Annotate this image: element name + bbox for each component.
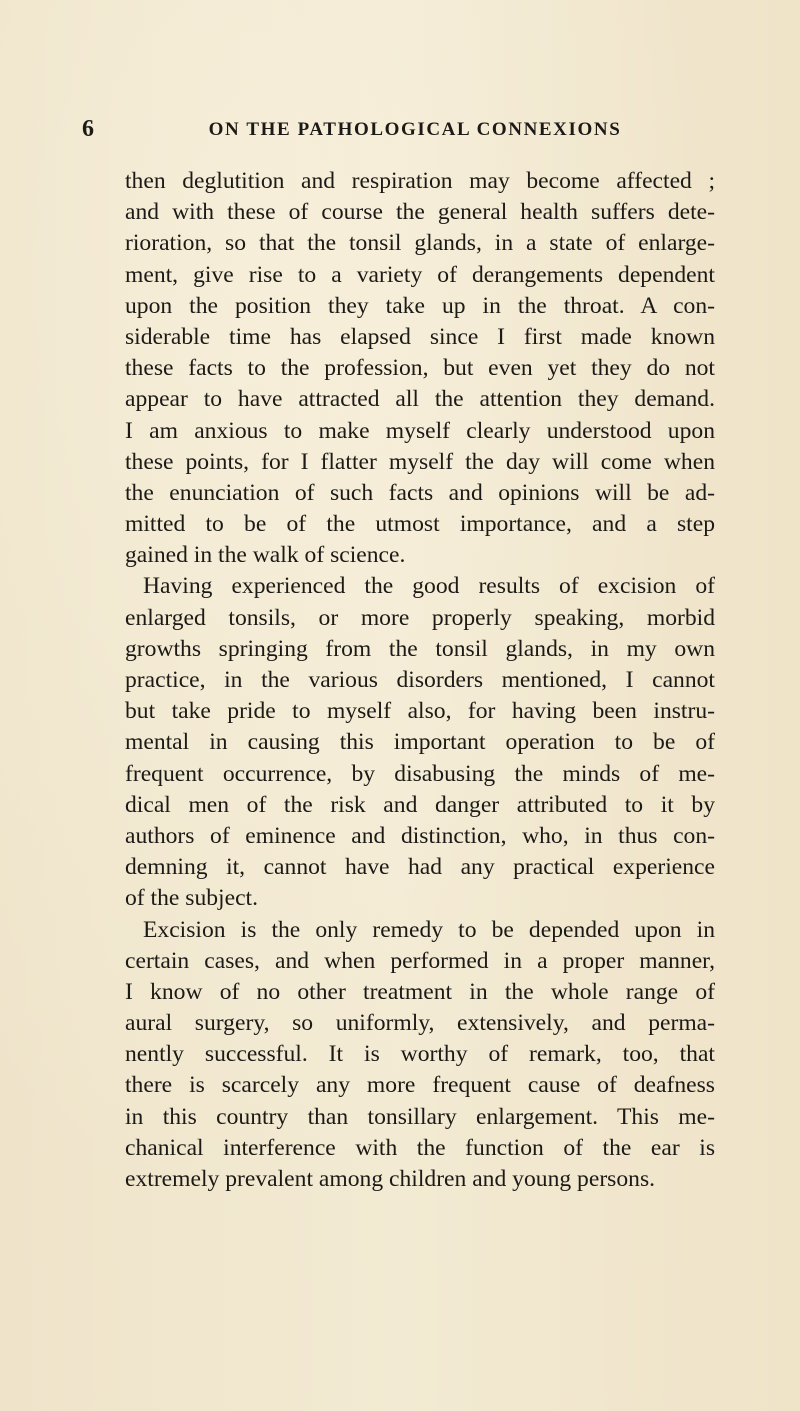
text-line: Excision is the only remedy to be depended upon in	[143, 916, 715, 943]
body-text	[125, 166, 715, 1195]
text-line: mitted to be of the utmost importance, and a step	[125, 511, 715, 538]
text-line: demning it, cannot have had any practical experience	[125, 854, 715, 881]
text-line: frequent occurrence, by disabusing the minds of me-	[125, 760, 715, 787]
text-line: then deglutition and respiration may become affected ;	[125, 168, 715, 194]
text-line: mental in causing this important operation to be of	[125, 729, 715, 756]
text-line: I know of no other treatment in the whole range of	[125, 978, 715, 1005]
text-line: but take pride to myself also, for having been instru-	[125, 698, 715, 725]
text-line: nently successful. It is worthy of remark, too, that	[125, 1041, 715, 1068]
text-line: enlarged tonsils, or more properly speaking, morbid	[125, 604, 715, 631]
text-line: the enunciation of such facts and opinions will be ad-	[125, 479, 715, 506]
text-line: these points, for I flatter myself the day will come when	[125, 448, 715, 475]
text-line: and with these of course the general health suffers dete-	[125, 199, 715, 226]
text-line: certain cases, and when performed in a proper manner,	[125, 947, 715, 974]
text-line: rioration, so that the tonsil glands, in a state of enlarge-	[125, 230, 715, 257]
text-line: in this country than tonsillary enlargement. This me-	[125, 1103, 715, 1130]
text-line: there is scarcely any more frequent cause of deafness	[125, 1072, 715, 1099]
text-line: of the subject.	[125, 885, 259, 912]
text-line: practice, in the various disorders mentioned, I cannot	[125, 667, 715, 693]
text-line: appear to have attracted all the attention they demand.	[125, 386, 715, 413]
text-line: growths springing from the tonsil glands, in my own	[125, 635, 715, 662]
text-line: I am anxious to make myself clearly understood upon	[125, 417, 715, 444]
text-line: aural surgery, so uniformly, extensively, and perma-	[125, 1010, 715, 1037]
text-line: authors of eminence and distinction, who, in thus con-	[125, 822, 715, 849]
text-line: dical men of the risk and danger attributed to it by	[125, 791, 715, 818]
page-header	[82, 114, 712, 144]
text-line: gained in the walk of science.	[125, 542, 406, 569]
running-title: ON THE PATHOLOGICAL CONNEXIONS	[208, 119, 622, 140]
text-line: Having experienced the good results of excision of	[143, 573, 715, 600]
text-line: extremely prevalent among children and young persons.	[125, 1166, 656, 1192]
text-line: chanical interference with the function of the ear is	[125, 1134, 715, 1161]
text-line: upon the position they take up in the throat. A con-	[125, 292, 715, 319]
text-line: ment, give rise to a variety of derangements dependent	[125, 261, 715, 288]
text-line: these facts to the profession, but even yet they do not	[125, 355, 715, 382]
text-line: siderable time has elapsed since I first made known	[125, 323, 715, 350]
page-number: 6	[82, 116, 94, 142]
